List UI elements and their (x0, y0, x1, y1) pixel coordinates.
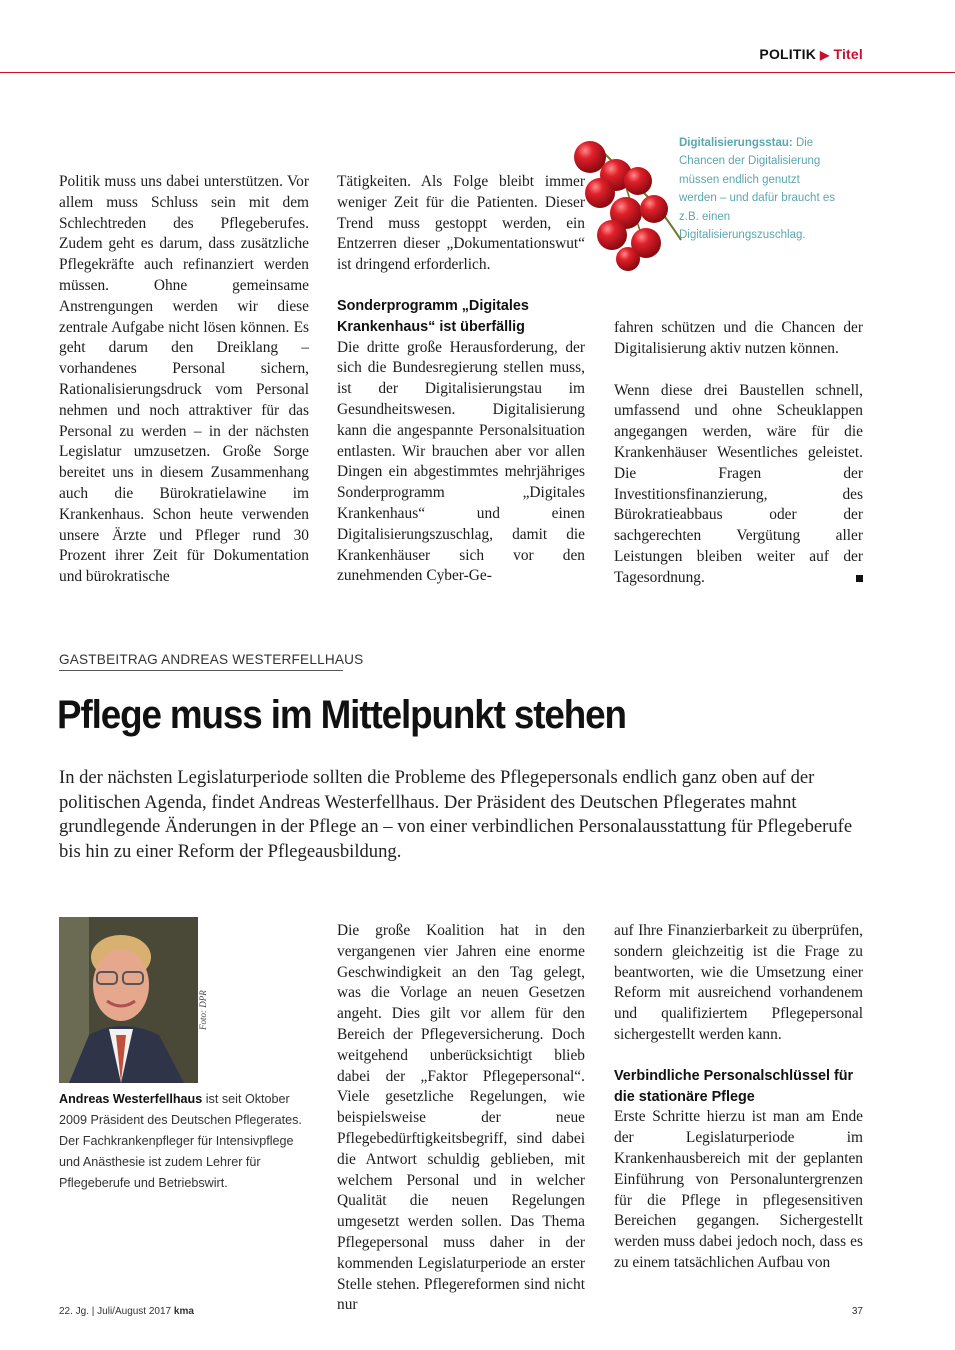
header-rule (0, 72, 955, 73)
page-footer (59, 1306, 863, 1317)
author-bio (59, 1089, 309, 1194)
author-photo (59, 917, 198, 1083)
portrait-image (59, 917, 198, 1083)
redcurrant-image (566, 135, 686, 275)
article2-col3-top: auf Ihre Finanzierbarkeit zu überprüfen, sondern gleichzeitig ist die Frage zu beantworten, wie die Umsetzung einer Reform mit ausreichend vorhandenem und qualifiziertem Pflegepersonal sichergestellt werden kann. (614, 922, 863, 1043)
kicker-underline (59, 670, 343, 671)
photo-credit: Foto: DPR (198, 990, 208, 1030)
article2-col3-body: Erste Schritte hierzu ist man am Ende der Legislaturperiode im Krankenhausbereich mit der geplanten Einführung von Personaluntergrenzen für die Pflege in pflegesensitiven Bereichen gegangen. Sichergestellt werden muss dabei jedoch noch, dass es zu einem tatsächlichen Aufbau von (614, 1108, 863, 1271)
article1-column-2-top (337, 172, 585, 276)
image-caption (679, 134, 839, 244)
article2-column-3 (614, 921, 863, 1274)
article1-column-2 (337, 296, 585, 587)
caption-lead: Digitalisierungsstau: (679, 137, 793, 149)
end-of-article-icon (856, 575, 863, 582)
issue-info: 22. Jg. | Juli/August 2017 (59, 1306, 172, 1317)
author-name: Andreas Westerfellhaus (59, 1092, 203, 1106)
caption-text: Die Chancen der Digitalisierung müssen endlich genutzt werden – und dafür braucht es z.B. einen Digitalisierungszuschlag. (679, 137, 835, 242)
page-number: 37 (851, 1306, 863, 1317)
article1-col2-top-text: Tätigkeiten. Als Folge bleibt immer weniger Zeit für die Patienten. Dieser Trend muss gestoppt werden, ein Entzerren dieser „Dokumentationswut“ ist dringend erforderlich. (337, 173, 585, 274)
triangle-right-icon: ▶ (820, 48, 830, 62)
author-bio-text: ist seit Oktober 2009 Präsident des Deutschen Pflegerates. Der Fachkrankenpfleger für Intensivpflege und Anästhesie ist zudem Lehrer für Pflegeberufe und Betriebswirt. (59, 1092, 302, 1190)
article-kicker: GASTBEITRAG ANDREAS WESTERFELLHAUS (59, 652, 364, 667)
article1-column-3 (614, 318, 863, 589)
article-title: Pflege muss im Mittelpunkt stehen (57, 693, 626, 737)
article1-col1-text: Politik muss uns dabei unterstützen. Vor allem muss Schluss sein mit dem Schlechtreden des Pflegeberufes. Zudem geht es darum, dass zusätzliche Pflegekräfte auch refinanziert werden müssen. Ohne gemeinsame Anstrengungen werden wir diese zentrale Aufgabe nicht lösen können. Es geht darum den Dreiklang – vorhandenes Personal sichern, Rationalisierungsdruck vom Personal nehmen und noch attraktiver für das Personal zu werden – in der nächsten Legislatur umzusetzen. Große Sorge bereitet uns in diesem Zusammenhang auch die Bürokratielawine im Krankenhaus. Schon heute verwenden unsere Ärzte und Pfleger rund 30 Prozent ihrer Zeit für Dokumentation und bürokratische (59, 173, 309, 586)
article1-col3-p1: fahren schützen und die Chancen der Digitalisierung aktiv nutzen können. (614, 319, 863, 357)
section-label: POLITIK (759, 46, 817, 62)
article1-subhead: Sonderprogramm „Digitales Krankenhaus“ ist überfällig (337, 298, 529, 335)
article2-column-2 (337, 921, 585, 1316)
article1-column-1 (59, 172, 309, 588)
article2-subhead: Verbindliche Personalschlüssel für die stationäre Pflege (614, 1067, 854, 1105)
article1-col2-body: Die dritte große Herausforderung, der sich die Bundesregierung stellen muss, ist der Digitalisierungstau im Gesundheitswesen. Digitalisierung kann die angespannte Personalsituation entlasten. Wir brauchen aber vor allen Dingen ein abgestimmtes mehrjähriges Sonderprogramm „Digitales Krankenhaus“ und einen Digitalisierungszuschlag, damit die Krankenhäuser sich vor den zunehmenden Cyber-Ge- (337, 338, 585, 585)
article2-col2-text: Die große Koalition hat in den vergangenen vier Jahren eine enorme Geschwindigkeit an den Tag gelegt, was die Vorlage an neuen Gesetzen angeht. Dies gilt vor allem für den Bereich der Pflegeversicherung. Doch weitgehend unberücksichtigt blieb dabei der „Faktor Pflegepersonal“. Viele gesetzliche Regelungen, wie beispielsweise der neue Pflegebedürftigkeitsbegriff, sind dabei die Antwort schuldig geblieben, mit welchem Personal und in welcher Qualität die neuen Regelungen umgesetzt werden sollen. Das Thema Pflegepersonal muss daher in der kommenden Legislaturperiode an erster Stelle stehen. Pflegereformen sind nicht nur (337, 922, 585, 1314)
article-lead: In der nächsten Legislaturperiode sollten die Probleme des Pflegepersonals endlich ganz oben auf der politischen Agenda, findet Andreas Westerfellhaus. Der Präsident des Deutschen Pflegerates mahnt grundlegende Änderungen in der Pflege an – von einer verbindlichen Personalausstattung für Pflegeberufe bis hin zu einer Reform der Pflegeausbildung. (59, 767, 853, 862)
subsection-label: Titel (833, 46, 863, 62)
section-header (759, 46, 863, 62)
magazine-brand: kma (173, 1306, 194, 1317)
article1-col3-p2: Wenn diese drei Baustellen schnell, umfassend und ohne Scheuklappen angegangen werden, wäre für die Krankenhäuser Wesentliches geleistet. Die Fragen der Investitionsfinanzierung, des Bürokratieabbaus oder der sachgerechten Vergütung aller Leistungen bleiben weiter auf der Tagesordnung. (614, 381, 863, 586)
